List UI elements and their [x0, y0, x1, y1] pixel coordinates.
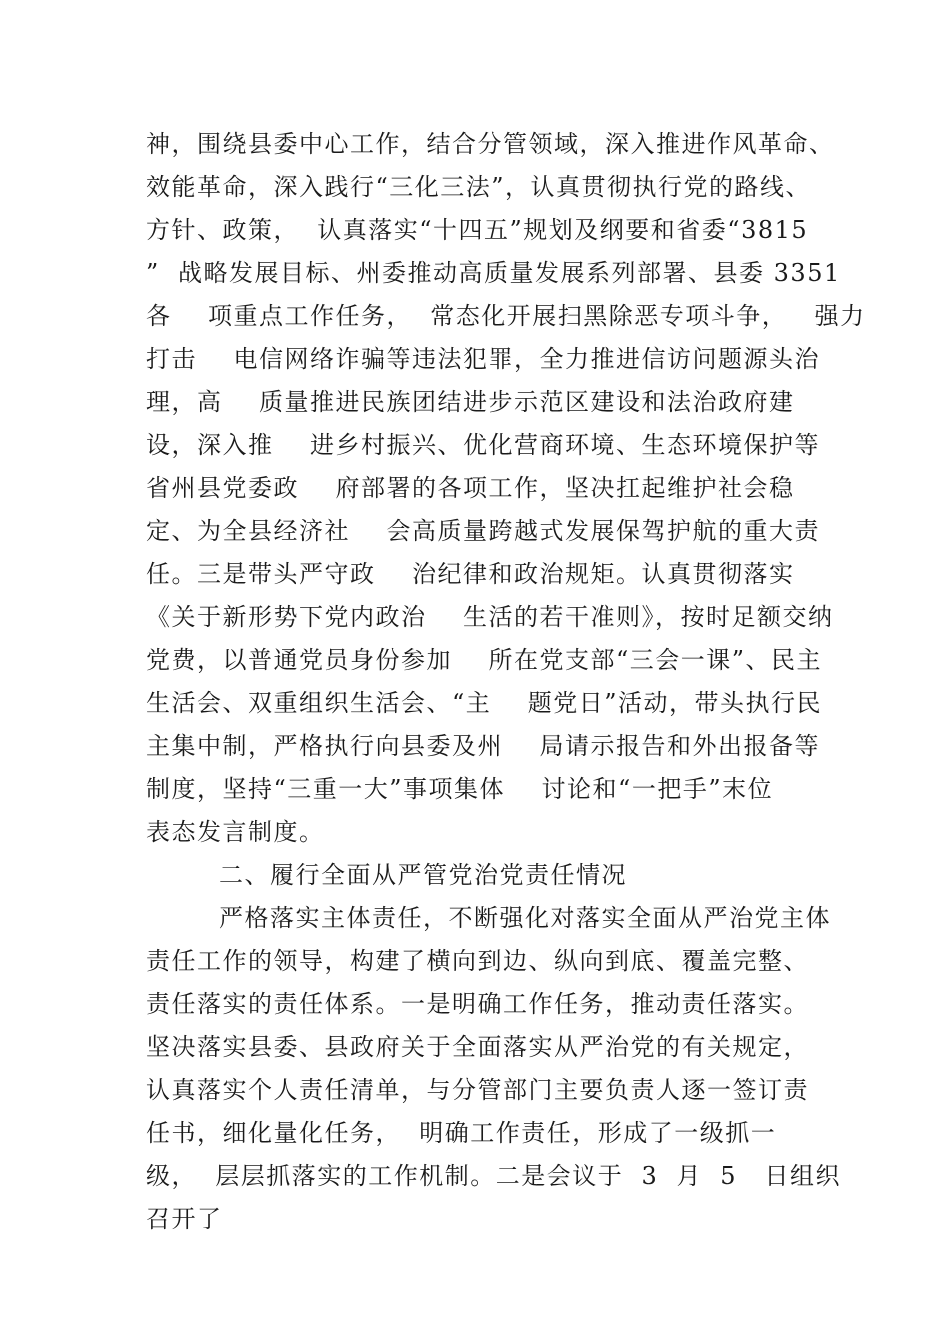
text-line: 任。三是带头严守政 治纪律和政治规矩。认真贯彻落实	[146, 560, 795, 588]
text-line: 效能革命，深入践行“三化三法”，认真贯彻执行党的路线、	[146, 173, 812, 201]
text-line: ” 战略发展目标、州委推动高质量发展系列部署、县委 3351	[146, 259, 841, 287]
text-line: 神，围绕县委中心工作，结合分管领域，深入推进作风革命、	[146, 130, 835, 158]
text-line: 认真落实个人责任清单，与分管部门主要负责人逐一签订责	[146, 1076, 809, 1104]
text-line: 严格落实主体责任，不断强化对落实全面从严治党主体	[146, 904, 832, 932]
text-line: 打击 电信网络诈骗等违法犯罪，全力推进信访问题源头治	[146, 345, 821, 373]
text-line: 责任落实的责任体系。一是明确工作任务，推动责任落实。	[146, 990, 809, 1018]
text-line: 表态发言制度。	[146, 818, 325, 846]
text-line: 党费，以普通党员身份参加 所在党支部“三会一课”、民主	[146, 646, 823, 674]
text-line: 生活会、双重组织生活会、“主 题党日”活动，带头执行民	[146, 689, 823, 717]
text-line: 省州县党委政 府部署的各项工作，坚决扛起维护社会稳	[146, 474, 795, 502]
section-heading: 二、履行全面从严管党治党责任情况	[146, 861, 628, 889]
text-line: 各 项重点工作任务， 常态化开展扫黑除恶专项斗争， 强力	[146, 302, 866, 330]
text-line: 定、为全县经济社 会高质量跨越式发展保驾护航的重大责	[146, 517, 821, 545]
text-line: 制度，坚持“三重一大”事项集体 讨论和“一把手”末位	[146, 775, 774, 803]
text-line: 任书，细化量化任务， 明确工作责任，形成了一级抓一	[146, 1119, 777, 1147]
text-line: 主集中制，严格执行向县委及州 局请示报告和外出报备等	[146, 732, 821, 760]
text-line: 理，高 质量推进民族团结进步示范区建设和法治政府建	[146, 388, 795, 416]
text-line: 设，深入推 进乡村振兴、优化营商环境、生态环境保护等	[146, 431, 821, 459]
text-line: 方针、政策， 认真落实“十四五”规划及纲要和省委“3815	[146, 216, 809, 244]
text-line: 级， 层层抓落实的工作机制。二是会议于 3 月 5 日组织	[146, 1162, 841, 1190]
text-line: 责任工作的领导，构建了横向到边、纵向到底、覆盖完整、	[146, 947, 809, 975]
text-line: 《关于新形势下党内政治 生活的若干准则》，按时足额交纳	[146, 603, 834, 631]
text-line: 坚决落实县委、县政府关于全面落实从严治党的有关规定，	[146, 1033, 809, 1061]
text-line: 召开了	[146, 1205, 223, 1233]
